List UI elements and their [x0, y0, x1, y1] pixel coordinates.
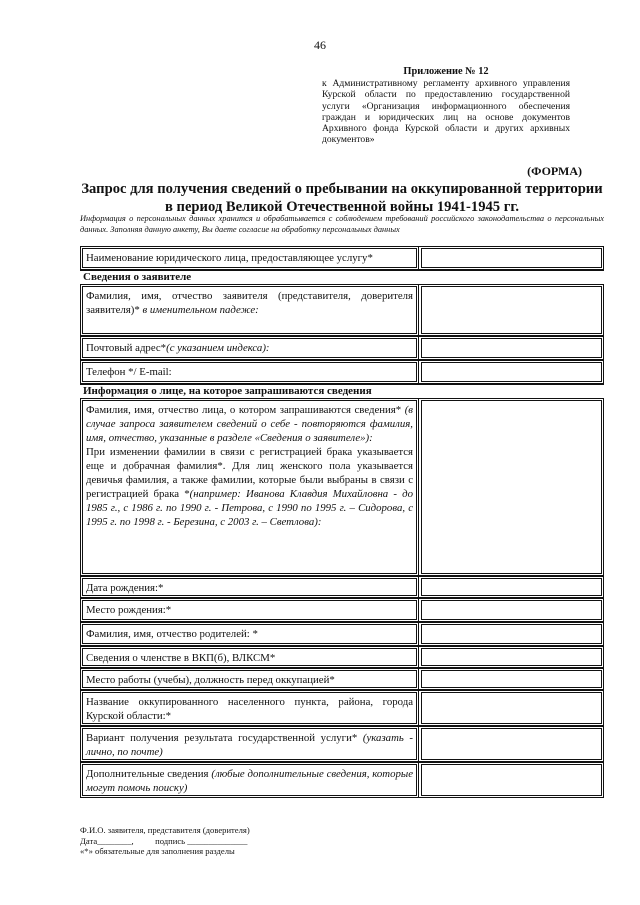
input-birth-place[interactable] — [421, 600, 602, 620]
row-workplace — [80, 668, 604, 690]
input-additional[interactable] — [421, 764, 602, 796]
input-birth-date[interactable] — [421, 578, 602, 596]
form-mark: (ФОРМА) — [527, 164, 582, 178]
row-parents — [80, 622, 604, 646]
input-workplace[interactable] — [421, 670, 602, 688]
label-birth-place: Место рождения:* — [86, 604, 172, 616]
input-occupied-place[interactable] — [421, 692, 602, 724]
label-parents: Фамилия, имя, отчество родителей: * — [86, 628, 258, 640]
label-phone: Телефон */ E-mail: — [86, 366, 172, 378]
row-result-variant — [80, 726, 604, 762]
row-membership — [80, 646, 604, 668]
input-postal-address[interactable] — [421, 338, 602, 358]
label-postal-address: Почтовый адрес*(с указанием индекса): — [86, 342, 270, 354]
document-title: Запрос для получения сведений о пребывании на оккупированной территории в период Великой Отечественной войны 1941-1945 гг. — [81, 181, 603, 215]
label-result-variant: Вариант получения результата государственной услуги* (указать - лично, по почте) — [86, 732, 414, 758]
footer-fio-line: Ф.И.О. заявителя, представителя (доверителя) — [80, 825, 250, 835]
input-parents[interactable] — [421, 624, 602, 644]
row-birth-place — [80, 598, 604, 622]
label-occupied-place: Название оккупированного населенного пункта, района, города Курской области:* — [86, 696, 413, 722]
footer — [80, 825, 400, 857]
input-org-name[interactable] — [421, 248, 602, 268]
input-phone[interactable] — [421, 362, 602, 382]
row-phone — [80, 360, 604, 384]
row-birth-date — [80, 576, 604, 598]
label-org-name: Наименование юридического лица, предоставляющее услугу* — [86, 252, 373, 264]
row-org-name — [80, 246, 604, 270]
row-occupied-place — [80, 690, 604, 726]
label-additional: Дополнительные сведения (любые дополнительные сведения, которые могут помочь поиску) — [86, 768, 414, 794]
appendix-title: Приложение № 12 — [403, 66, 489, 77]
row-additional — [80, 762, 604, 798]
input-membership[interactable] — [421, 648, 602, 666]
input-result-variant[interactable] — [421, 728, 602, 760]
section-applicant: Сведения о заявителе — [80, 270, 604, 284]
label-person-fio: Фамилия, имя, отчество лица, о котором запрашиваются сведения* (в случае запроса заявителем сведений о себе - повторяются фамилия, имя, отчество, указанные в разделе «Сведения о заявителе»): — [86, 404, 413, 444]
section-person: Информация о лице, на которое запрашиваются сведения — [80, 384, 604, 398]
row-postal-address — [80, 336, 604, 360]
input-applicant-fio[interactable] — [421, 286, 602, 334]
row-person-fio — [80, 398, 604, 576]
appendix-block — [322, 66, 570, 145]
label-membership: Сведения о членстве в ВКП(б), ВЛКСМ* — [86, 652, 276, 664]
row-applicant-fio — [80, 284, 604, 336]
label-applicant-fio: Фамилия, имя, отчество заявителя (представителя, доверителя заявителя)* в именительном падеже: — [86, 290, 413, 316]
footer-date-signature: Дата________, подпись ______________ — [80, 835, 248, 846]
page-number: 46 — [314, 38, 326, 52]
label-birth-date: Дата рождения:* — [86, 582, 164, 594]
label-person-fio-changes: При изменении фамилии в связи с регистрацией брака указывается еще и добрачная фамилия*. Для лиц женского пола указывается девичья фамилия, а также фамилии, которые были выбраны в связи с регистрацией брака *(например: Иванова Клавдия Михайловна - до 1985 г., с 1986 г. по 1990 г. - Петрова, с 1990 по 1995 г. – Сидорова, с 1995 г. по 1998 г. - Березина, с 2003 г. – Светлова): — [86, 446, 413, 528]
label-workplace: Место работы (учебы), должность перед оккупацией* — [86, 674, 335, 686]
appendix-text: к Административному регламенту архивного управления Курской области по предоставлению государственной услуги «Организация информационного обеспечения граждан и юридических лиц на основе документов Архивного фонда Курской области и других архивных документов» — [322, 78, 570, 146]
consent-note: Информация о персональных данных хранится и обрабатывается с соблюдением требований российского законодательства о персональных данных. Заполняя данную анкету, Вы даете согласие на обработку персональных данных — [80, 214, 604, 234]
input-person-fio[interactable] — [421, 400, 602, 574]
footer-required-note: «*» обязательные для заполнения разделы — [80, 846, 235, 857]
